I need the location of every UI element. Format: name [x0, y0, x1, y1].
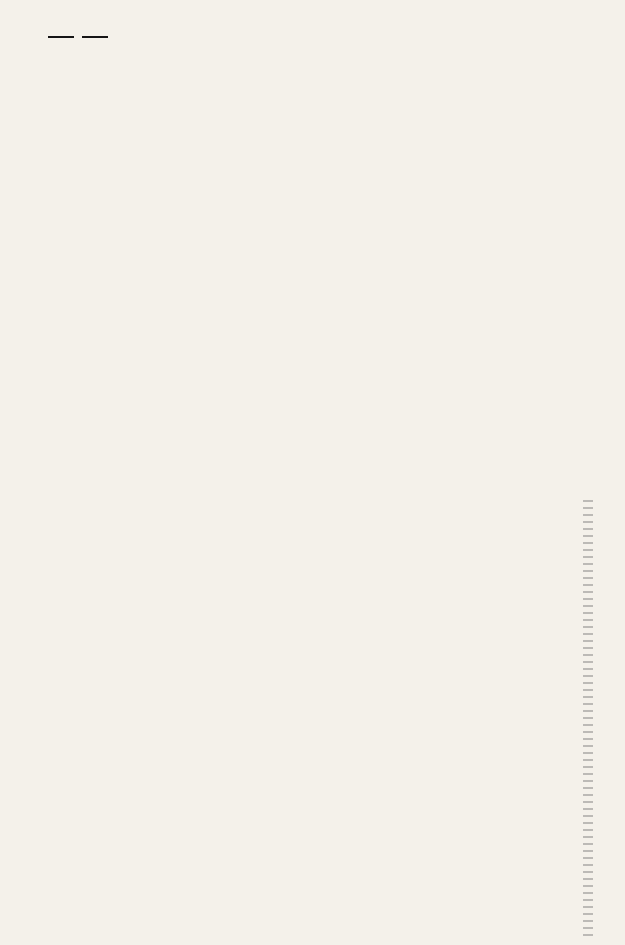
top-text-column: [57, 62, 579, 492]
scan-edge-noise: [583, 500, 593, 940]
bottom-text-column: [8, 498, 576, 938]
page-number: [44, 29, 112, 43]
